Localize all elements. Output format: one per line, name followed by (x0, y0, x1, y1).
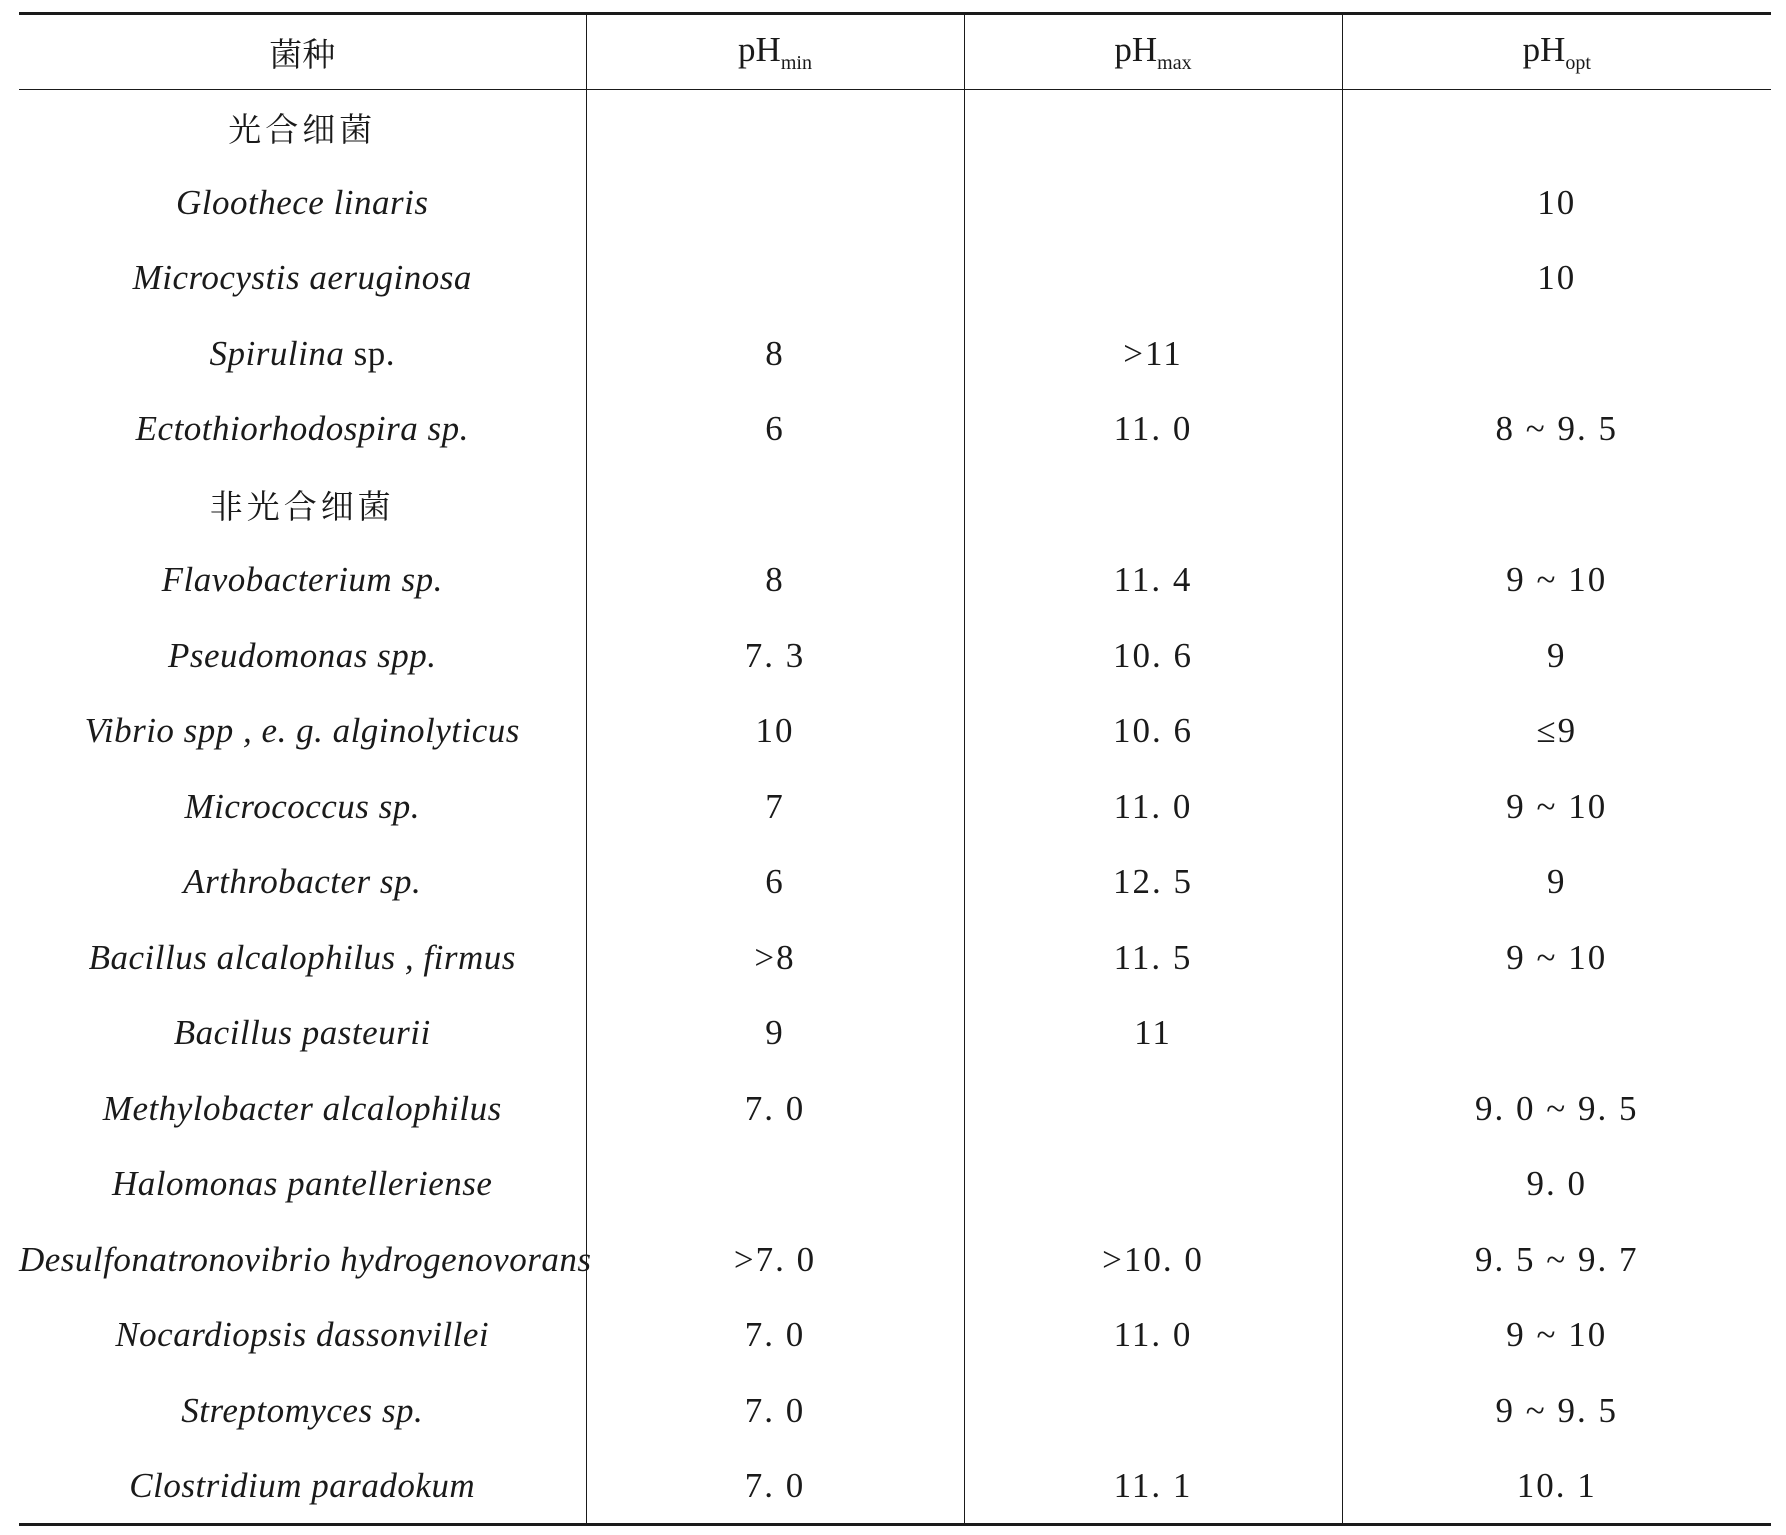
species-name (19, 920, 586, 996)
ph-table-container (19, 12, 1771, 1526)
cell-ph-min (586, 165, 964, 241)
species-name (19, 1373, 586, 1449)
species-name-text: Vibrio spp , e. g. alginolyticus (84, 711, 520, 751)
cell-ph-min (586, 241, 964, 317)
species-name-text: 光合细菌 (228, 110, 377, 149)
cell-ph-max (964, 165, 1342, 241)
cell-ph-max (964, 241, 1342, 317)
cell-ph-opt: 9 ~ 10 (1342, 920, 1771, 996)
header-ph-min-base: pH (738, 29, 781, 69)
cell-ph-min: 7 (586, 769, 964, 845)
table-row (19, 543, 1771, 619)
category-row (19, 90, 1771, 166)
header-ph-min (586, 14, 964, 90)
header-ph-opt-base: pH (1522, 29, 1566, 69)
cell-ph-opt: 10 (1342, 165, 1771, 241)
header-species (19, 14, 586, 90)
species-name-text: Desulfonatronovibrio hydrogenovorans (19, 1239, 592, 1279)
cell-ph-opt: 9 (1342, 845, 1771, 921)
species-name (19, 165, 586, 241)
cell-ph-opt: ≤9 (1342, 694, 1771, 770)
cell-ph-max: >11 (964, 316, 1342, 392)
table-row (19, 1449, 1771, 1525)
cell-ph-max: 10. 6 (964, 618, 1342, 694)
table-row (19, 392, 1771, 468)
species-name (19, 316, 586, 392)
cell-ph-max: 11. 5 (964, 920, 1342, 996)
cell-ph-min: 8 (586, 543, 964, 619)
cell-ph-min: 7. 0 (586, 1298, 964, 1374)
category-label (19, 90, 586, 166)
ph-range-table (19, 12, 1771, 1526)
cell-ph-opt: 9. 0 ~ 9. 5 (1342, 1071, 1771, 1147)
cell-ph-min: 7. 0 (586, 1449, 964, 1525)
cell-ph-max: 11. 0 (964, 769, 1342, 845)
header-ph-min-sub: min (780, 51, 812, 74)
table-header (19, 14, 1771, 90)
cell-ph-min (586, 467, 964, 543)
species-name-text: Bacillus alcalophilus , firmus (88, 937, 516, 977)
species-name-text: Halomonas pantelleriense (112, 1164, 493, 1204)
cell-ph-max (964, 1147, 1342, 1223)
species-name-text: Bacillus pasteurii (173, 1013, 431, 1053)
cell-ph-opt (1342, 316, 1771, 392)
cell-ph-max: 10. 6 (964, 694, 1342, 770)
cell-ph-min: 7. 0 (586, 1373, 964, 1449)
species-name (19, 1147, 586, 1223)
cell-ph-max: 11 (964, 996, 1342, 1072)
species-name-text: 非光合细菌 (209, 487, 395, 527)
species-name-text: Gloothece linaris (176, 182, 429, 222)
cell-ph-opt: 9 ~ 10 (1342, 1298, 1771, 1374)
species-name (19, 618, 586, 694)
cell-ph-min: 7. 0 (586, 1071, 964, 1147)
species-name (19, 1222, 592, 1298)
table-row (19, 618, 1771, 694)
species-name-text: Flavobacterium sp. (161, 560, 443, 600)
cell-ph-min: >7. 0 (586, 1222, 964, 1298)
table-row (19, 1071, 1771, 1147)
header-ph-max (964, 14, 1342, 90)
table-row (19, 1222, 1771, 1298)
cell-ph-opt (1342, 996, 1771, 1072)
cell-ph-min: 9 (586, 996, 964, 1072)
table-body (19, 90, 1771, 1525)
species-name (19, 543, 586, 619)
cell-ph-max: 11. 4 (964, 543, 1342, 619)
species-name-text: Methylobacter alcalophilus (102, 1088, 502, 1128)
table-row (19, 1373, 1771, 1449)
header-ph-opt (1342, 14, 1771, 90)
header-ph-opt-sub: opt (1565, 51, 1591, 74)
cell-ph-max (964, 1071, 1342, 1147)
cell-ph-min: 8 (586, 316, 964, 392)
species-name-text: Ectothiorhodospira sp. (135, 409, 469, 449)
cell-ph-opt: 9. 0 (1342, 1147, 1771, 1223)
header-species-label: 菌种 (269, 34, 336, 74)
cell-ph-min (586, 90, 964, 166)
species-name-text: Micrococcus sp. (184, 786, 421, 826)
cell-ph-max: 11. 0 (964, 1298, 1342, 1374)
table-row (19, 845, 1771, 921)
table-row (19, 920, 1771, 996)
species-name (19, 694, 586, 770)
cell-ph-opt (1342, 90, 1771, 166)
table-row (19, 1147, 1771, 1223)
cell-ph-opt (1342, 467, 1771, 543)
cell-ph-opt: 9 ~ 10 (1342, 769, 1771, 845)
cell-ph-max: 12. 5 (964, 845, 1342, 921)
cell-ph-max: >10. 0 (964, 1222, 1342, 1298)
table-row (19, 1298, 1771, 1374)
species-name (19, 845, 586, 921)
species-name-text: Spirulina (209, 333, 345, 373)
table-row (19, 769, 1771, 845)
species-name (19, 392, 586, 468)
cell-ph-min: 7. 3 (586, 618, 964, 694)
cell-ph-opt: 8 ~ 9. 5 (1342, 392, 1771, 468)
cell-ph-opt: 10. 1 (1342, 1449, 1771, 1525)
species-name-text: Microcystis aeruginosa (132, 258, 472, 298)
header-row (19, 14, 1771, 90)
cell-ph-max (964, 467, 1342, 543)
cell-ph-opt: 9 ~ 9. 5 (1342, 1373, 1771, 1449)
species-name-text: Clostridium paradokum (129, 1465, 476, 1505)
table-row (19, 996, 1771, 1072)
header-ph-max-base: pH (1114, 29, 1158, 69)
species-name (19, 1298, 586, 1374)
species-name-text: Nocardiopsis dassonvillei (115, 1315, 490, 1355)
cell-ph-min: 10 (586, 694, 964, 770)
cell-ph-min: 6 (586, 845, 964, 921)
cell-ph-min: 6 (586, 392, 964, 468)
species-name (19, 1071, 586, 1147)
species-name-text: Pseudomonas spp. (167, 635, 437, 675)
header-ph-max-sub: max (1157, 51, 1192, 74)
cell-ph-max: 11. 0 (964, 392, 1342, 468)
table-row (19, 165, 1771, 241)
category-row (19, 467, 1771, 543)
cell-ph-opt: 9 (1342, 618, 1771, 694)
cell-ph-opt: 9. 5 ~ 9. 7 (1342, 1222, 1771, 1298)
species-name (19, 1449, 586, 1525)
cell-ph-opt: 9 ~ 10 (1342, 543, 1771, 619)
cell-ph-min: >8 (586, 920, 964, 996)
species-name-text: Streptomyces sp. (181, 1390, 424, 1430)
cell-ph-opt: 10 (1342, 241, 1771, 317)
category-label (19, 467, 586, 543)
species-suffix-text: sp. (344, 333, 395, 373)
table-row (19, 316, 1771, 392)
cell-ph-max (964, 1373, 1342, 1449)
cell-ph-max (964, 90, 1342, 166)
species-name-text: Arthrobacter sp. (183, 862, 422, 902)
cell-ph-max: 11. 1 (964, 1449, 1342, 1525)
species-name (19, 769, 586, 845)
species-name (19, 996, 586, 1072)
table-row (19, 241, 1771, 317)
species-name (19, 241, 586, 317)
table-row (19, 694, 1771, 770)
cell-ph-min (586, 1147, 964, 1223)
